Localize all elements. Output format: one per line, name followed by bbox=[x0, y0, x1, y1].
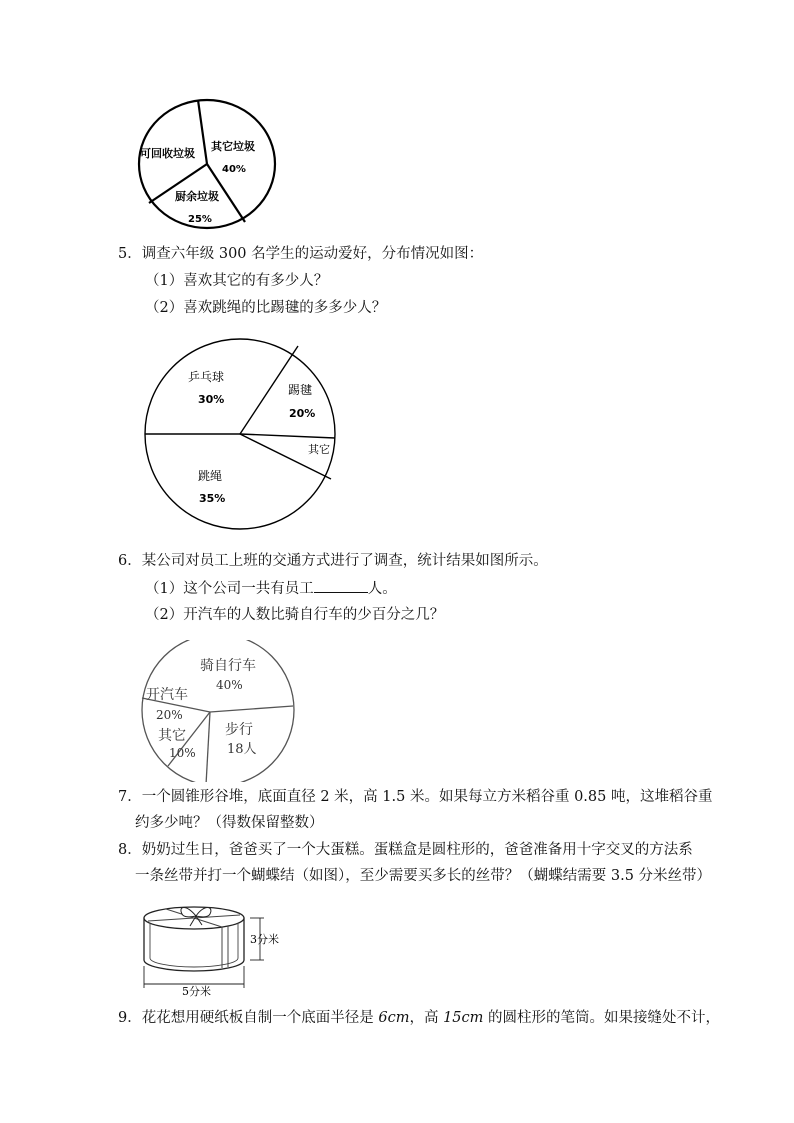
width-label: 5分米 bbox=[182, 985, 211, 998]
waste-label-other: 其它垃圾 bbox=[211, 140, 255, 153]
q6-sub1 bbox=[145, 578, 397, 599]
q9-text-a: 花花想用硬纸板自制一个底面半径是 bbox=[141, 1010, 379, 1026]
q5-stem bbox=[118, 244, 483, 264]
sports-label-pingpong: 乒乓球 bbox=[188, 370, 225, 384]
q8-line2: 一条丝带并打一个蝴蝶结（如图），至少需要买多长的丝带？（蝴蝶结需要 3.5 分米丝带） bbox=[135, 868, 712, 884]
waste-pct-other: 40% bbox=[222, 164, 246, 175]
commute-pct-car: 20% bbox=[156, 708, 183, 722]
waste-label-recyclable: 可回收垃圾 bbox=[140, 147, 195, 160]
q5-number: 5． bbox=[118, 246, 142, 262]
commute-label-bike: 骑自行车 bbox=[200, 658, 256, 674]
q9-text-b: ，高 bbox=[409, 1010, 444, 1026]
q6-sub2: （2）开汽车的人数比骑自行车的少百分之几？ bbox=[145, 607, 445, 623]
commute-label-car: 开汽车 bbox=[146, 687, 188, 703]
commute-label-walk: 步行 bbox=[225, 722, 253, 738]
waste-pct-kitchen: 25% bbox=[188, 214, 212, 225]
sports-pct-pingpong: 30% bbox=[198, 393, 225, 406]
q8-text-line1: 奶奶过生日，爸爸买了一个大蛋糕。蛋糕盒是圆柱形的，爸爸准备用十字交叉的方法系 bbox=[141, 842, 693, 858]
q5-sub1: （1）喜欢其它的有多少人？ bbox=[145, 273, 329, 289]
height-label: 3分米 bbox=[250, 933, 279, 946]
q9-height: 15cm bbox=[443, 1010, 484, 1026]
q6-number: 6． bbox=[118, 553, 142, 569]
sports-label-rope: 跳绳 bbox=[198, 469, 223, 483]
commute-pct-other: 10% bbox=[169, 746, 196, 760]
cake-box-figure bbox=[138, 894, 288, 998]
commute-pct-bike: 40% bbox=[216, 678, 243, 692]
sports-pie-chart bbox=[140, 337, 342, 535]
sports-pct-rope: 35% bbox=[199, 492, 226, 505]
answer-blank[interactable] bbox=[314, 578, 368, 593]
sports-label-shuttlecock: 踢毽 bbox=[288, 383, 313, 397]
commute-label-other: 其它 bbox=[158, 728, 186, 744]
commute-count-walk: 18人 bbox=[227, 742, 257, 757]
q6-text: 某公司对员工上班的交通方式进行了调查，统计结果如图所示。 bbox=[141, 553, 548, 569]
q8-number: 8． bbox=[118, 842, 142, 858]
q5-text: 调查六年级 300 名学生的运动爱好，分布情况如图： bbox=[141, 246, 484, 262]
q6-stem bbox=[118, 551, 548, 571]
sports-pct-shuttlecock: 20% bbox=[289, 407, 316, 420]
q7-line2: 约多少吨？（得数保留整数） bbox=[135, 815, 324, 831]
q9-line1 bbox=[118, 1008, 720, 1028]
q9-text-c: 的圆柱形的笔筒。如果接缝处不计， bbox=[483, 1010, 720, 1026]
commute-pie-chart bbox=[138, 640, 298, 782]
waste-pie-chart bbox=[135, 96, 280, 232]
q7-line1 bbox=[118, 787, 712, 807]
q6-sub1-after: 人。 bbox=[367, 581, 397, 597]
sports-label-other: 其它 bbox=[308, 443, 330, 456]
waste-label-kitchen: 厨余垃圾 bbox=[175, 190, 219, 203]
q8-line1 bbox=[118, 840, 693, 860]
q9-radius: 6cm bbox=[378, 1010, 410, 1026]
q6-sub1-before: （1）这个公司一共有员工 bbox=[145, 581, 314, 597]
q5-sub2: （2）喜欢跳绳的比踢毽的多多少人？ bbox=[145, 300, 387, 316]
q7-number: 7． bbox=[118, 789, 142, 805]
q7-text-line1: 一个圆锥形谷堆，底面直径 2 米，高 1.5 米。如果每立方米稻谷重 0.85 吨，这堆稻谷重 bbox=[141, 789, 713, 805]
q9-number: 9． bbox=[118, 1010, 142, 1026]
